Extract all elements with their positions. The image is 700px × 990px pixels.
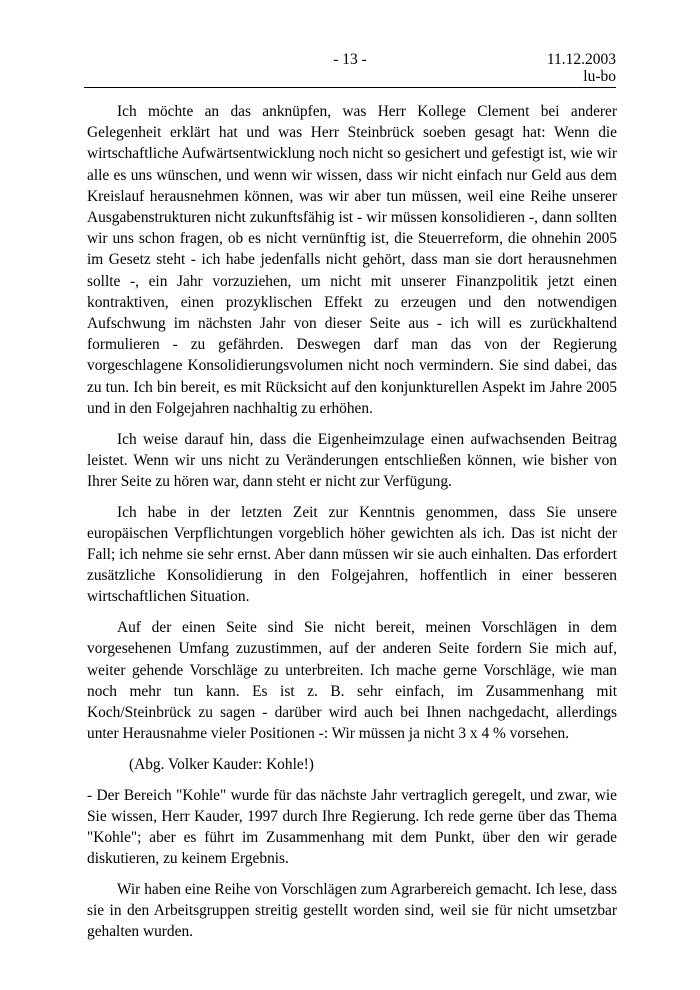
paragraph: Ich möchte an das anknüpfen, was Herr Kollege Clement bei anderer Gelegenheit erklärt hat und was Herr Steinbrück soeben gesagt hat: Wenn die wirtschaftliche Aufwärtsentwicklung noch nicht so gesichert und gefestigt ist, wie wir alle es uns wünschen, und wenn wir wissen, dass wir nicht einfach nur Geld aus dem Kreislauf herausnehmen können, was wir aber tun müssen, weil eine Reihe unserer Ausgabenstrukturen nicht zukunftsfähig ist - wir müssen konsolidieren -, dann sollten wir uns schon fragen, ob es nicht vernünftig ist, die Steuerreform, die ohnehin 2005 im Gesetz steht - ich habe jedenfalls nicht gehört, dass man sie dort herausnehmen sollte -, ein Jahr vorzuziehen, um nicht mit unserer Finanzpolitik jetzt einen kontraktiven, einen prozyklischen Effekt zu erzeugen und den notwendigen Aufschwung im nächsten Jahr von dieser Seite aus - ich will es zurückhaltend formulieren - zu gefährden. Deswegen darf man das von der Regierung vorgeschlagene Konsolidierungsvolumen nicht noch vermindern. Sie sind dabei, das zu tun. Ich bin bereit, es mit Rücksicht auf den konjunkturellen Aspekt im Jahre 2005 und in den Folgejahren nachhaltig zu erhöhen. xyxy=(87,103,617,417)
header-date: 11.12.2003 xyxy=(546,51,616,68)
paragraph: Wir haben eine Reihe von Vorschlägen zum Agrarbereich gemacht. Ich lese, dass sie in den Arbeitsgruppen streitig gestellt worden sind, weil sie für nicht umsetzbar gehalten wurden. xyxy=(87,880,617,941)
paragraph: - Der Bereich "Kohle" wurde für das nächste Jahr vertraglich geregelt, und zwar, wie Sie wissen, Herr Kauder, 1997 durch Ihre Regierung. Ich rede gerne über das Thema "Kohle"; aber es führt im Zusammenhang mit dem Punkt, über den wir gerade diskutieren, zu keinem Ergebnis. xyxy=(87,786,617,868)
header-code: lu-bo xyxy=(583,68,616,85)
paragraph: Ich habe in der letzten Zeit zur Kenntnis genommen, dass Sie unsere europäischen Verpflichtungen vorgeblich höher gewichten als ich. Das ist nicht der Fall; ich nehme sie sehr ernst. Aber dann müssen wir sie auch einhalten. Das erfordert zusätzliche Konsolidierung in den Folgejahren, hoffentlich in einer besseren wirtschaftlichen Situation. xyxy=(87,503,617,606)
paragraph: Ich weise darauf hin, dass die Eigenheimzulage einen aufwachsenden Beitrag leistet. Wenn wir uns nicht zu Veränderungen entschließen können, wie bisher von Ihrer Seite zu hören war, dann steht er nicht zur Verfügung. xyxy=(87,430,617,490)
paragraph: Auf der einen Seite sind Sie nicht bereit, meinen Vorschlägen in dem vorgesehenen Umfang zuzustimmen, auf der anderen Seite fordern Sie mich auf, weiter gehende Vorschläge zu unterbreiten. Ich mache gerne Vorschläge, wie man noch mehr tun kann. Es ist z. B. sehr einfach, im Zusammenhang mit Koch/Steinbrück zu sagen - darüber wird auch bei Ihnen nachgedacht, allerdings unter Herausnahme vieler Positionen -: Wir müssen ja nicht 3 x 4 % vorsehen. xyxy=(87,619,617,743)
page-header xyxy=(84,51,616,87)
page-number: - 13 - xyxy=(333,51,367,68)
header-divider xyxy=(84,87,616,88)
document-body xyxy=(87,101,617,952)
interjection: (Abg. Volker Kauder: Kohle!) xyxy=(129,755,314,773)
